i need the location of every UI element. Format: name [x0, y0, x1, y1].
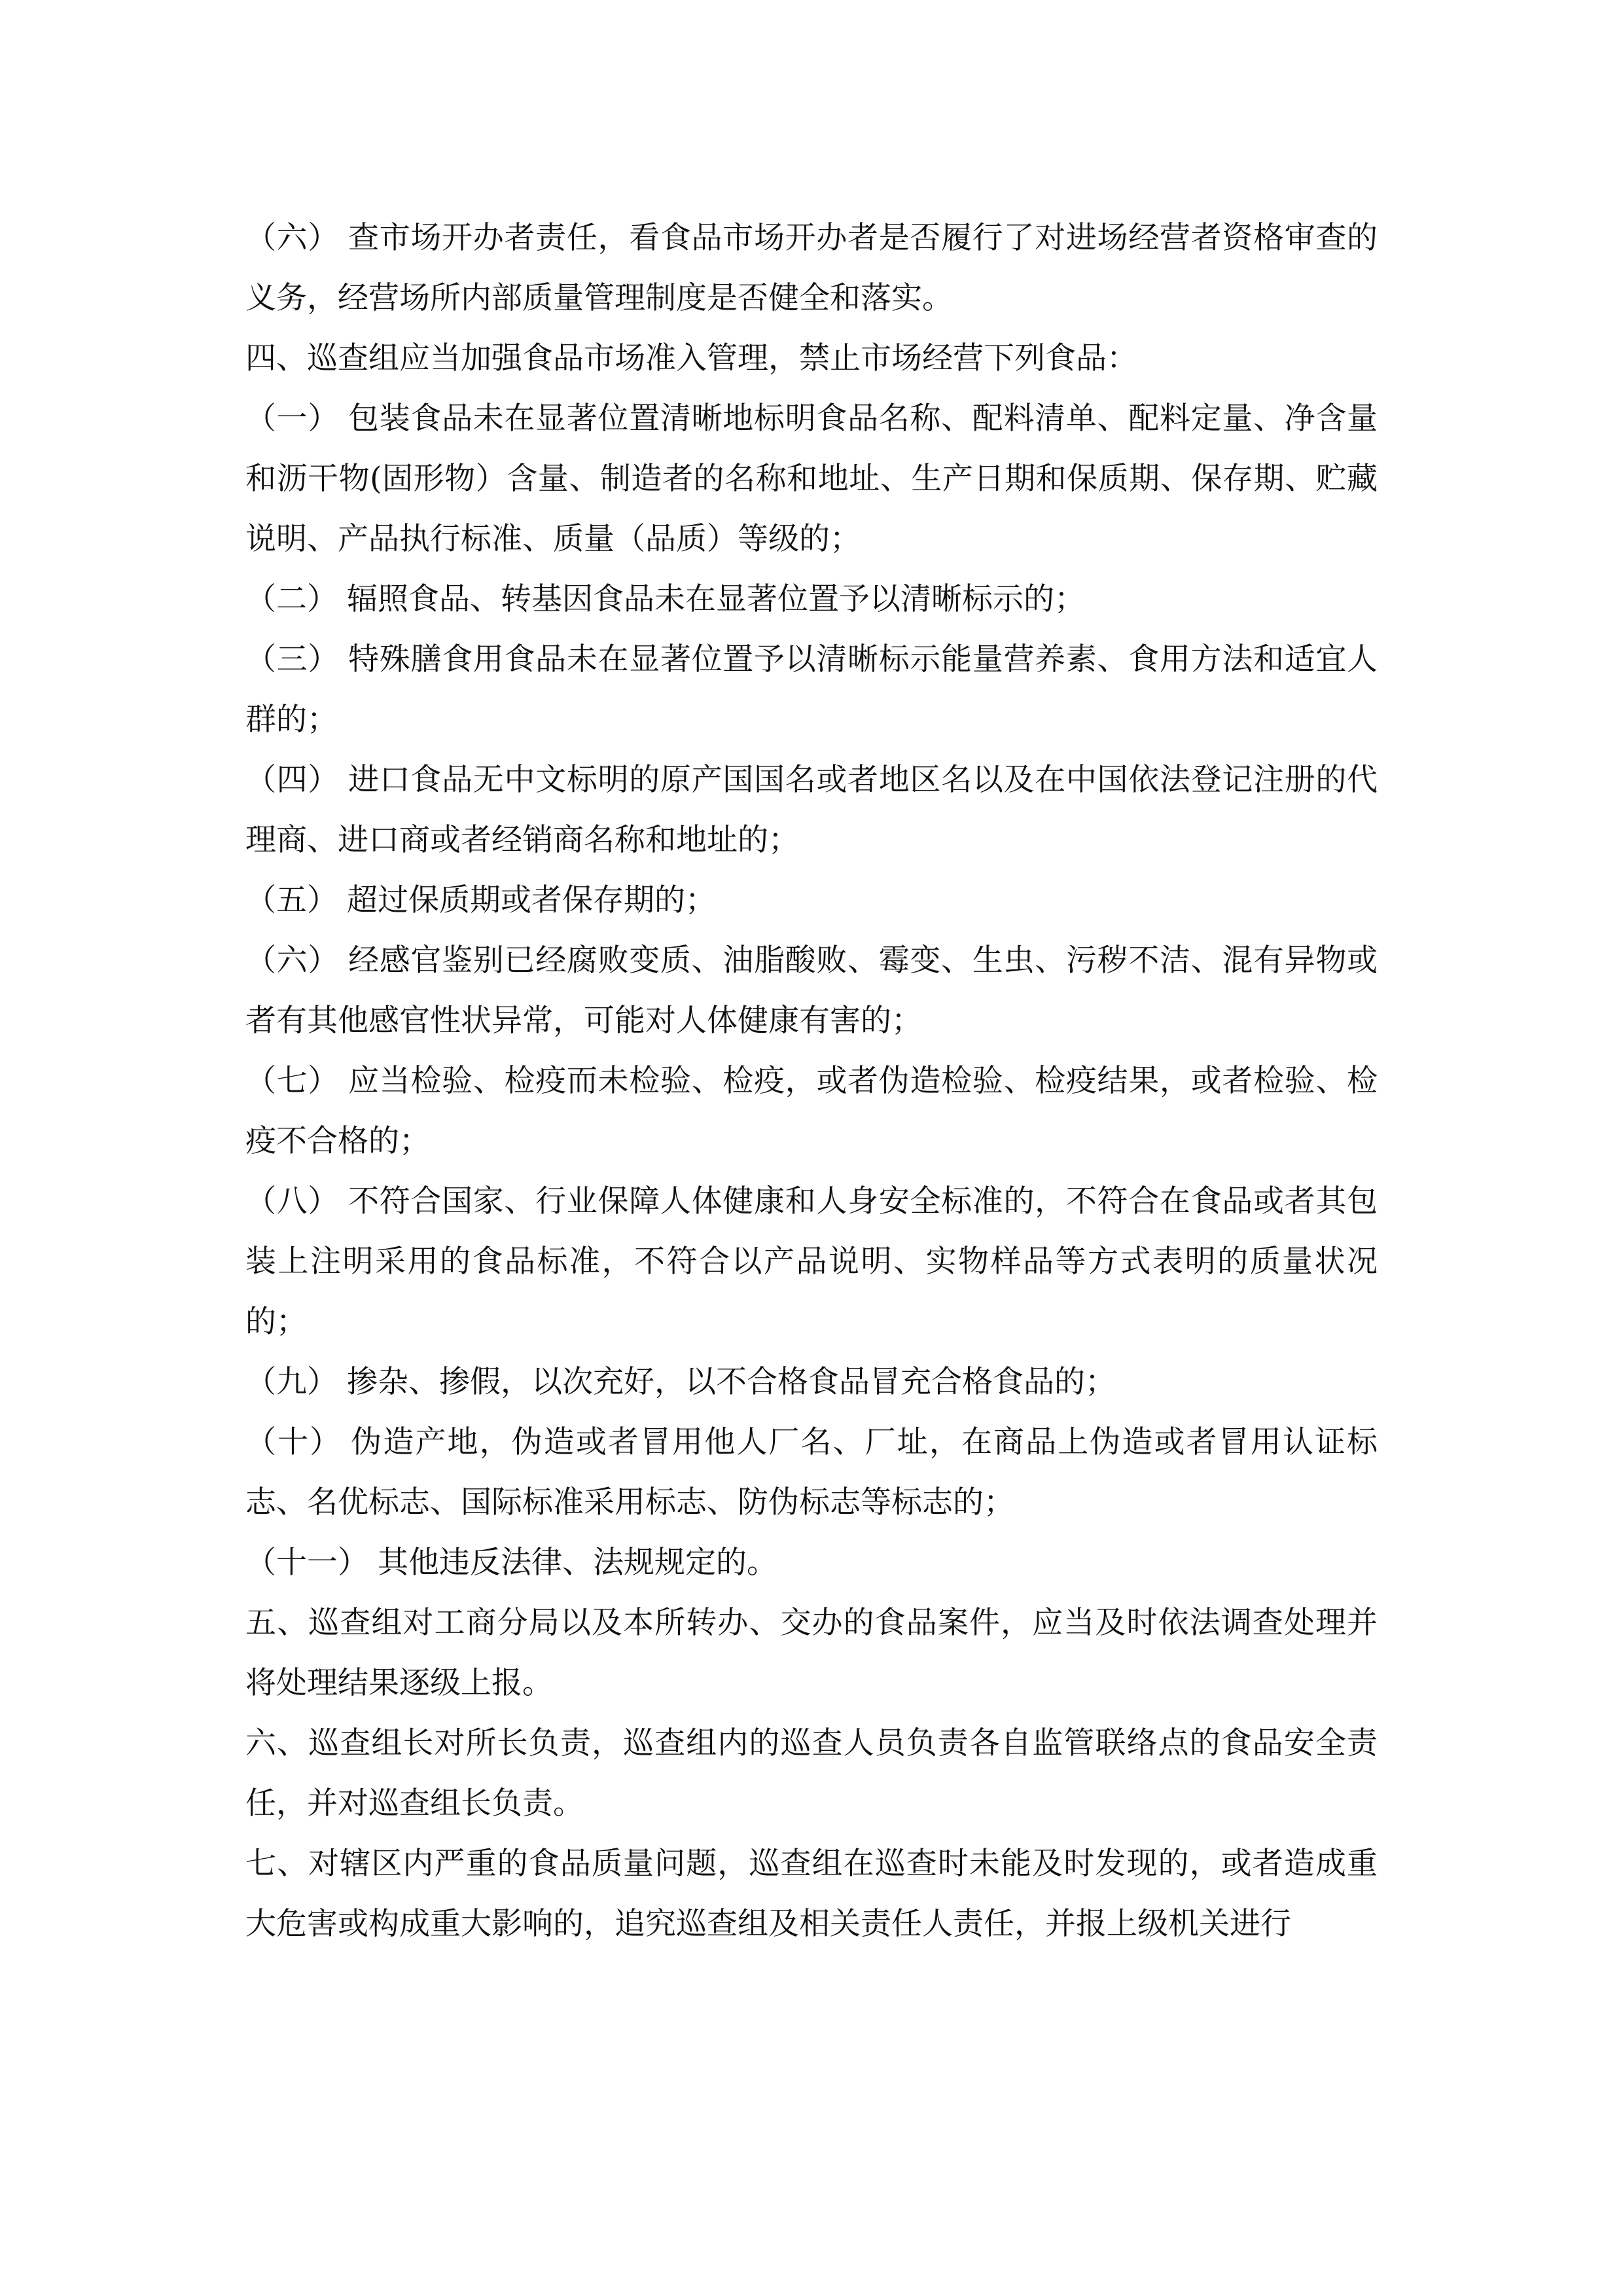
section-text: 七、对辖区内严重的食品质量问题，巡查组在巡查时未能及时发现的，或者造成重大危害或构成重大影响的，追究巡查组及相关责任人责任，并报上级机关进行	[245, 1846, 1378, 1942]
item-2	[245, 569, 1378, 630]
item-5	[245, 870, 1378, 931]
item-3	[245, 630, 1378, 750]
item-7	[245, 1051, 1378, 1172]
item-text: 包装食品未在显著位置清晰地标明食品名称、配料清单、配料定量、净含量和沥干物(固形物）含量、制造者的名称和地址、生产日期和保质期、保存期、贮藏说明、产品执行标准、质量（品质）等级的；	[245, 401, 1378, 557]
section-7	[245, 1834, 1378, 1954]
item-label: （六）	[245, 942, 340, 978]
item-text: 特殊膳食用食品未在显著位置予以清晰标示能量营养素、食用方法和适宜人群的；	[245, 641, 1378, 738]
item-label: （九）	[245, 1364, 338, 1400]
item-label: （四）	[245, 762, 340, 798]
item-6	[245, 931, 1378, 1051]
item-text: 辐照食品、转基因食品未在显著位置予以清晰标示的；	[347, 581, 1085, 617]
item-label: （七）	[245, 1063, 340, 1099]
section-5	[245, 1593, 1378, 1713]
item-text: 伪造产地，伪造或者冒用他人厂名、厂址，在商品上伪造或者冒用认证标志、名优标志、国际标准采用标志、防伪标志等标志的；	[245, 1424, 1378, 1520]
item-text: 应当检验、检疫而未检验、检疫，或者伪造检验、检疫结果，或者检验、检疫不合格的；	[245, 1063, 1378, 1159]
item-11	[245, 1533, 1378, 1593]
item-label: （三）	[245, 641, 340, 677]
section-4-heading	[245, 329, 1378, 389]
item-label: （二）	[245, 581, 338, 617]
item-1	[245, 389, 1378, 569]
item-label: （一）	[245, 401, 340, 437]
item-text: 其他违反法律、法规规定的。	[378, 1545, 777, 1581]
item-4	[245, 750, 1378, 870]
item-9	[245, 1352, 1378, 1412]
item-10	[245, 1412, 1378, 1533]
section-text: 六、巡查组长对所长负责，巡查组内的巡查人员负责各自监管联络点的食品安全责任，并对巡查组长负责。	[245, 1725, 1378, 1821]
section-text: 五、巡查组对工商分局以及本所转办、交办的食品案件，应当及时依法调查处理并将处理结果逐级上报。	[245, 1605, 1378, 1701]
section-text: 四、巡查组应当加强食品市场准入管理，禁止市场经营下列食品：	[245, 340, 1137, 376]
item-text: 经感官鉴别已经腐败变质、油脂酸败、霉变、生虫、污秽不洁、混有异物或者有其他感官性状异常，可能对人体健康有害的；	[245, 942, 1378, 1039]
item-label: （八）	[245, 1183, 340, 1219]
item-text: 进口食品无中文标明的原产国国名或者地区名以及在中国依法登记注册的代理商、进口商或者经销商名称和地址的；	[245, 762, 1378, 858]
clause-text: 查市场开办者责任，看食品市场开办者是否履行了对进场经营者资格审查的义务，经营场所内部质量管理制度是否健全和落实。	[245, 220, 1378, 316]
document-body	[245, 208, 1378, 1954]
item-label: （十一）	[245, 1545, 368, 1581]
clause-6-market-operator	[245, 208, 1378, 329]
section-6	[245, 1713, 1378, 1834]
item-text: 掺杂、掺假，以次充好，以不合格食品冒充合格食品的；	[347, 1364, 1116, 1400]
item-8	[245, 1172, 1378, 1352]
clause-label: （六）	[245, 220, 340, 256]
item-label: （五）	[245, 882, 338, 918]
item-text: 超过保质期或者保存期的；	[347, 882, 716, 918]
item-text: 不符合国家、行业保障人体健康和人身安全标准的，不符合在食品或者其包装上注明采用的食品标准，不符合以产品说明、实物样品等方式表明的质量状况的；	[245, 1183, 1378, 1340]
item-label: （十）	[245, 1424, 342, 1460]
